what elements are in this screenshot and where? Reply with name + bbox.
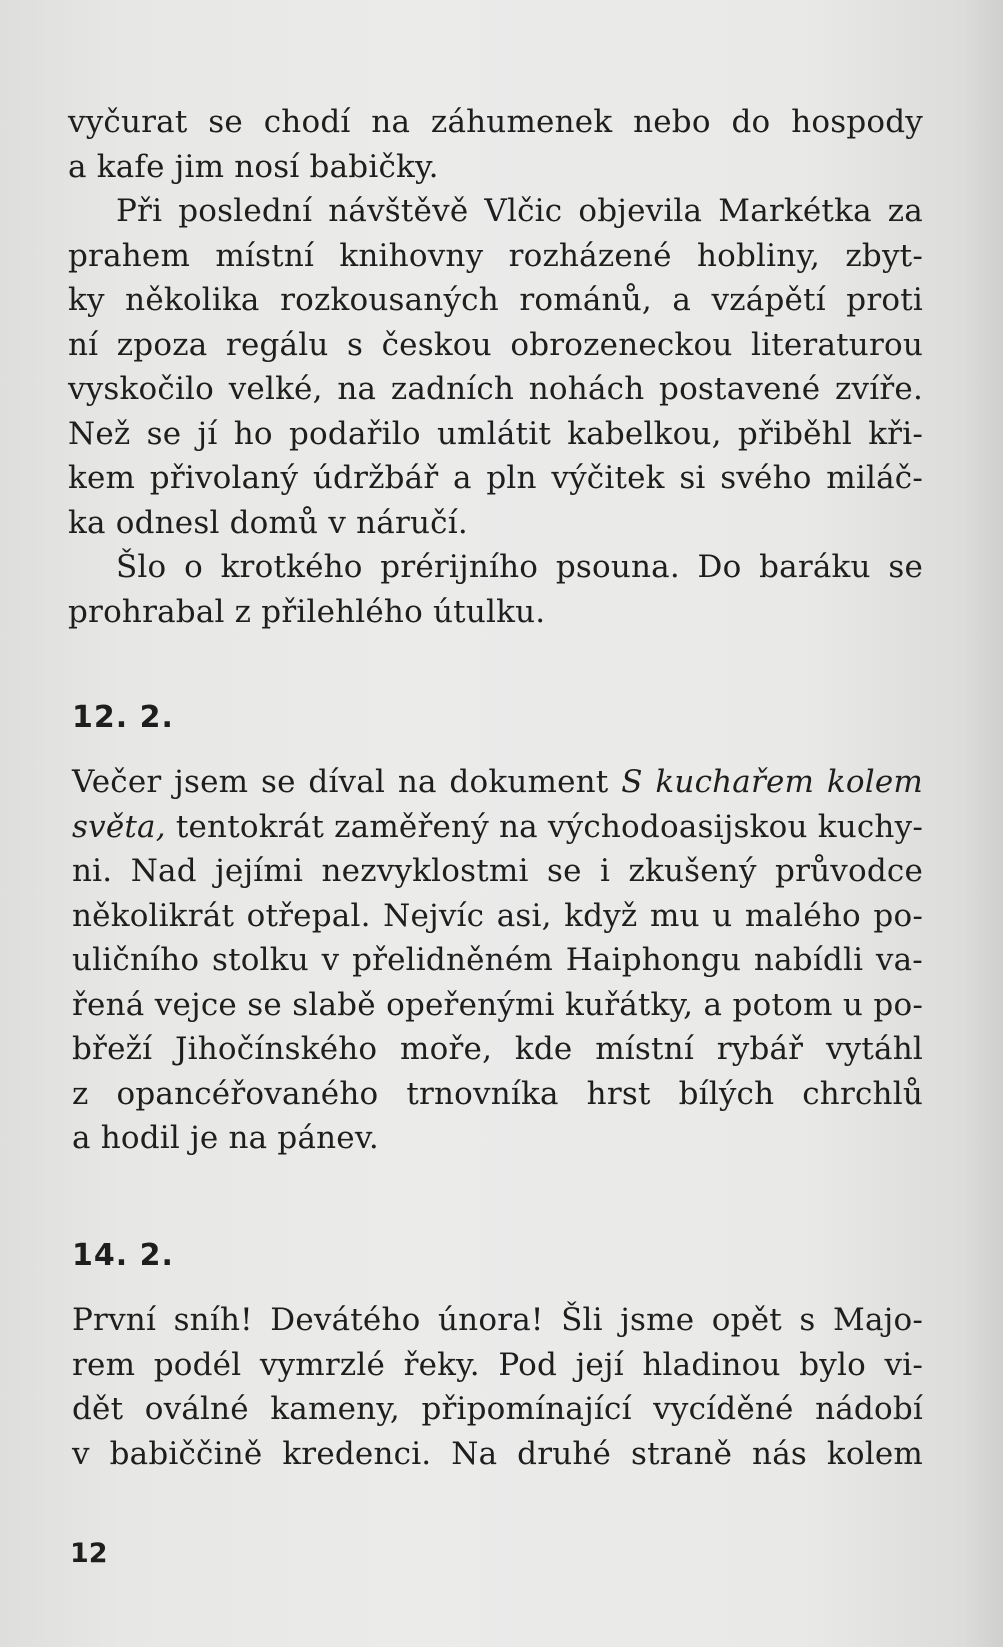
text-line: ni. Nad jejími nezvyklostmi se i zkušený průvodce <box>72 853 923 889</box>
diary-entry-date: 12. 2. <box>72 700 174 735</box>
paragraph-continuation <box>68 100 923 634</box>
documentary-title-italic: S kuchařem kolem <box>621 764 923 800</box>
text-line: z opancéřovaného trnovníka hrst bílých chrchlů <box>72 1075 923 1112</box>
text-line: vyskočilo velké, na zadních nohách postavené zvíře. <box>68 371 923 407</box>
text-line: břeží Jihočínského moře, kde místní rybář vytáhl <box>72 1031 923 1067</box>
text-line: a hodil je na pánev. <box>72 1120 379 1156</box>
text-line: několikrát otřepal. Nejvíc asi, když mu u malého po- <box>72 897 923 934</box>
text-line: kem přivolaný údržbář a pln výčitek si svého miláč- <box>68 460 923 496</box>
text-line: a kafe jim nosí babičky. <box>68 148 439 185</box>
documentary-title-italic: světa, <box>72 808 166 845</box>
text-line: prohrabal z přilehlého útulku. <box>68 593 546 630</box>
text-line: ní zpoza regálu s českou obrozeneckou literaturou <box>68 326 923 363</box>
diary-entry-date: 14. 2. <box>72 1238 174 1273</box>
text-line: uličního stolku v přelidněném Haiphongu nabídli va- <box>72 942 923 978</box>
diary-entry-text <box>72 1298 923 1476</box>
text-line: prahem místní knihovny rozházené hobliny, zbyt- <box>68 237 923 274</box>
text-line <box>72 760 923 805</box>
diary-entry-text <box>72 760 923 1161</box>
text-line: První sníh! Devátého února! Šli jsme opět s Majo- <box>72 1302 923 1338</box>
text-line: dět oválné kameny, připomínající vycíděné nádobí <box>72 1391 923 1427</box>
text-span: Večer jsem se díval na dokument <box>72 764 622 800</box>
text-line: rem podél vymrzlé řeky. Pod její hladinou bylo vi- <box>72 1346 923 1383</box>
text-line: ka odnesl domů v náručí. <box>68 504 468 541</box>
page-number: 12 <box>70 1538 108 1569</box>
text-line: Než se jí ho podařilo umlátit kabelkou, přiběhl kři- <box>68 415 923 452</box>
text-line: ky několika rozkousaných románů, a vzápětí proti <box>68 282 923 318</box>
text-line: řená vejce se slabě opeřenými kuřátky, a potom u po- <box>72 986 923 1023</box>
text-line: Šlo o krotkého prérijního psouna. Do baráku se <box>116 549 923 585</box>
text-line <box>72 805 923 850</box>
text-line: v babiččině kredenci. Na druhé straně nás kolem <box>72 1435 923 1472</box>
text-span: tentokrát zaměřený na východoasijskou kuchy- <box>165 808 923 845</box>
text-line: vyčurat se chodí na záhumenek nebo do hospody <box>68 104 923 140</box>
text-line: Při poslední návštěvě Vlčic objevila Markétka za <box>116 193 923 229</box>
